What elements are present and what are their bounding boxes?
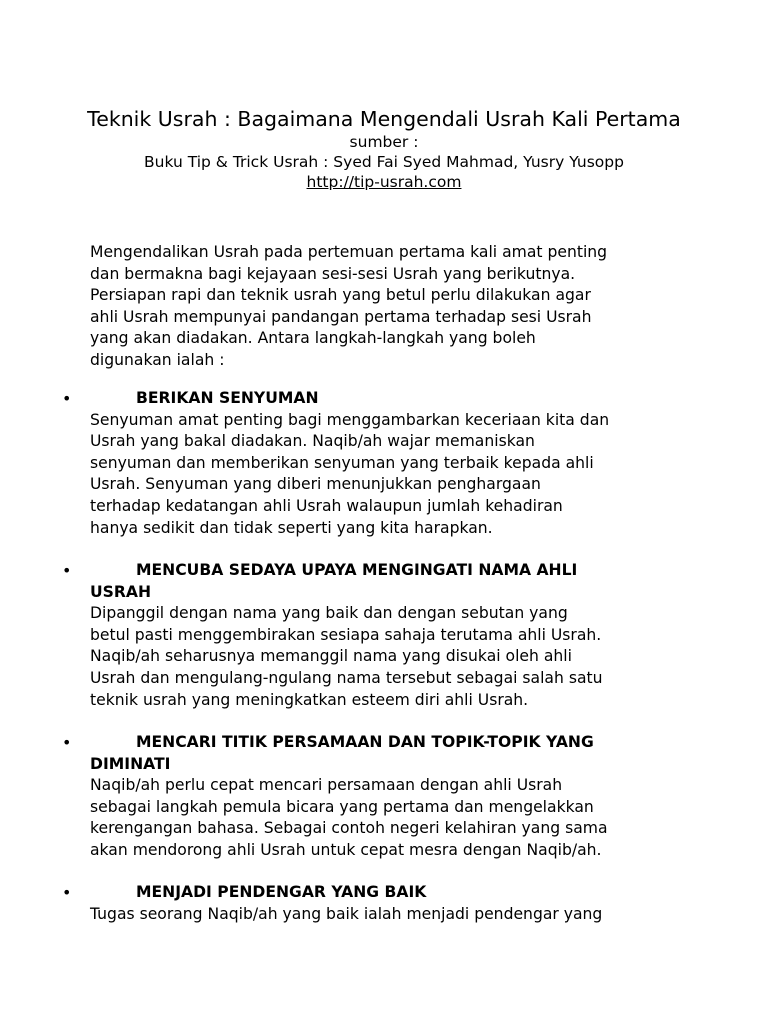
- section-body: Tugas seorang Naqib/ah yang baik ialah menjadi pendengar yang: [90, 904, 603, 923]
- title-block: [60, 106, 708, 192]
- section-titik-persamaan: [62, 732, 702, 862]
- bullet-marker: •: [62, 883, 72, 902]
- bullet-marker: •: [62, 733, 72, 752]
- section-heading: MENCUBA SEDAYA UPAYA MENGINGATI NAMA AHLI USRAH: [90, 561, 578, 601]
- section-heading: MENJADI PENDENGAR YANG BAIK: [136, 883, 427, 901]
- section-heading: MENCARI TITIK PERSAMAAN DAN TOPIK-TOPIK YANG DIMINATI: [90, 733, 594, 773]
- section-body: Senyuman amat penting bagi menggambarkan keceriaan kita dan Usrah yang bakal diadakan. Naqib/ah wajar memaniskan senyuman dan memberikan senyuman yang terbaik kepada ahli Usrah. Senyuman yang diberi menunjukkan penghargaan terhadap kedatangan ahli Usrah walaupun jumlah kehadiran hanya sedikit dan tidak seperti yang kita harapkan.: [90, 410, 610, 537]
- intro-paragraph: Mengendalikan Usrah pada pertemuan pertama kali amat penting dan bermakna bagi kejayaan sesi-sesi Usrah yang berikutnya. Persiapan rapi dan teknik usrah yang betul perlu dilakukan agar ahli Usrah mempunyai pandangan pertama terhadap sesi Usrah yang akan diadakan. Antara langkah-langkah yang boleh digunakan ialah :: [90, 243, 608, 369]
- section-body: Naqib/ah perlu cepat mencari persamaan dengan ahli Usrah sebagai langkah pemula bicara yang pertama dan mengelakkan kerengangan bahasa. Sebagai contoh negeri kelahiran yang sama akan mendorong ahli Usrah untuk cepat mesra dengan Naqib/ah.: [90, 776, 608, 859]
- source-book: Buku Tip & Trick Usrah : Syed Fai Syed Mahmad, Yusry Yusopp: [144, 153, 624, 171]
- section-body: Dipanggil dengan nama yang baik dan dengan sebutan yang betul pasti menggembirakan sesiapa sahaja terutama ahli Usrah. Naqib/ah seharusnya memanggil nama yang disukai oleh ahli Usrah dan mengulang-ngulang nama tersebut sebagai salah satu teknik usrah yang meningkatkan esteem diri ahli Usrah.: [90, 604, 603, 709]
- source-link[interactable]: http://tip-usrah.com: [306, 173, 462, 191]
- bullet-marker: •: [62, 389, 72, 408]
- section-pendengar-baik: [62, 882, 702, 925]
- document-title: Teknik Usrah : Bagaimana Mengendali Usrah Kali Pertama: [87, 107, 681, 131]
- section-heading: BERIKAN SENYUMAN: [136, 389, 319, 407]
- bullet-marker: •: [62, 561, 72, 580]
- section-berikan-senyuman: [62, 388, 702, 539]
- source-label: sumber :: [349, 133, 419, 151]
- section-mengingati-nama: [62, 560, 702, 711]
